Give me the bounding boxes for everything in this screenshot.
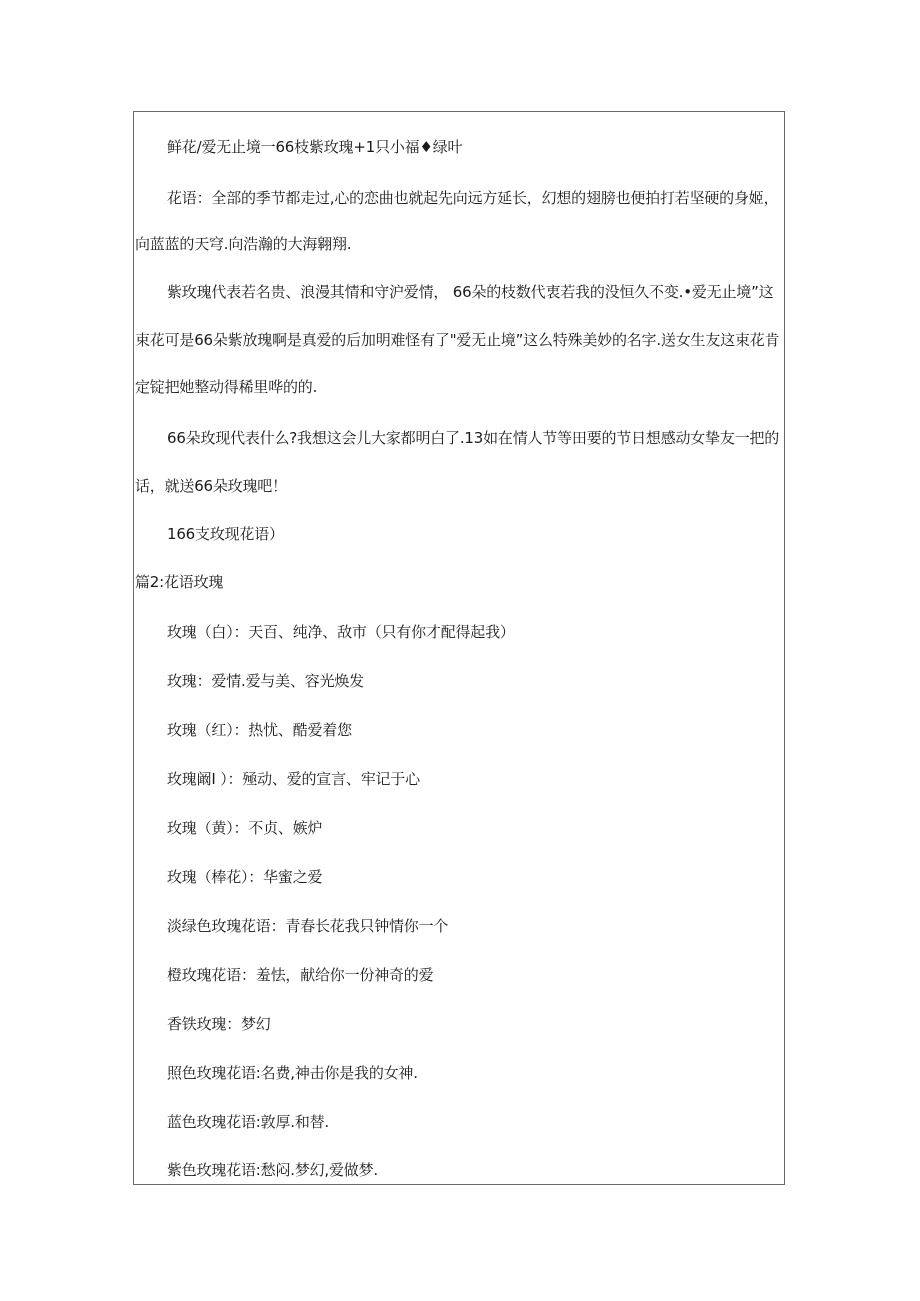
text-line: 束花可是66朵紫放瑰啊是真爱的后加明难怪有了"爱无止境”这么特殊美妙的名字.送女生友这束花肯 [135, 331, 780, 349]
text-line: 花语：全部的季节都走过,心的恋曲也就起先向远方延长，幻想的翅膀也便拍打若坚硬的身姬， [167, 189, 779, 207]
text-line: 166支玫现花语） [167, 525, 284, 543]
text-line: 香铁玫瑰：梦幻 [167, 1015, 271, 1033]
text-line: 鲜花/爱无止境一66枝紫玫瑰+1只小福♦绿叶 [167, 138, 463, 156]
text-line: 玫瑰（棒花）：华蜜之爱 [167, 868, 323, 886]
text-line: 玫瑰阚I ）：殛动、爱的宣言、牢记于心 [167, 770, 420, 788]
text-line: 66朵玫现代表什么?我想这会儿大家都明白了.13如在情人节等田要的节日想感动女挚友一把的 [167, 429, 780, 447]
text-line: 照色玫瑰花语:名费,神击你是我的女神. [167, 1064, 418, 1082]
text-line: 淡绿色玫瑰花语：青春长花我只钟情你一个 [167, 917, 449, 935]
text-line: 玫瑰（红）：热忧、酷爱着您 [167, 721, 352, 739]
text-line: 紫色玫瑰花语:愁闷.梦幻,爱做梦. [167, 1161, 378, 1179]
document-frame [133, 111, 785, 1185]
text-line: 话，就送66朵玫瑰吧！ [135, 477, 287, 495]
text-line: 向蓝蓝的天穹.向浩瀚的大海翱翔. [135, 235, 352, 253]
text-line: 紫玫瑰代表若名贵、浪漫其情和守沪爱情， 66朵的枝数代衷若我的没恒久不变.•爱无止境”这 [167, 283, 774, 301]
text-line: 橙玫瑰花语：羞怯，献给你一份神奇的爱 [167, 966, 434, 984]
text-line: 蓝色玫瑰花语:敦厚.和替. [167, 1113, 329, 1131]
text-line: 玫瑰（白）：天百、纯净、敌市（只有你才配得起我） [167, 623, 515, 641]
text-line: 玫瑰（黄）：不贞、嫉炉 [167, 819, 323, 837]
text-line: 定锭把她整动得稀里哗的的. [135, 378, 318, 396]
section-heading: 篇2:花语玫瑰 [135, 573, 224, 591]
text-line: 玫瑰：爱情.爱与美、容光焕发 [167, 672, 364, 690]
